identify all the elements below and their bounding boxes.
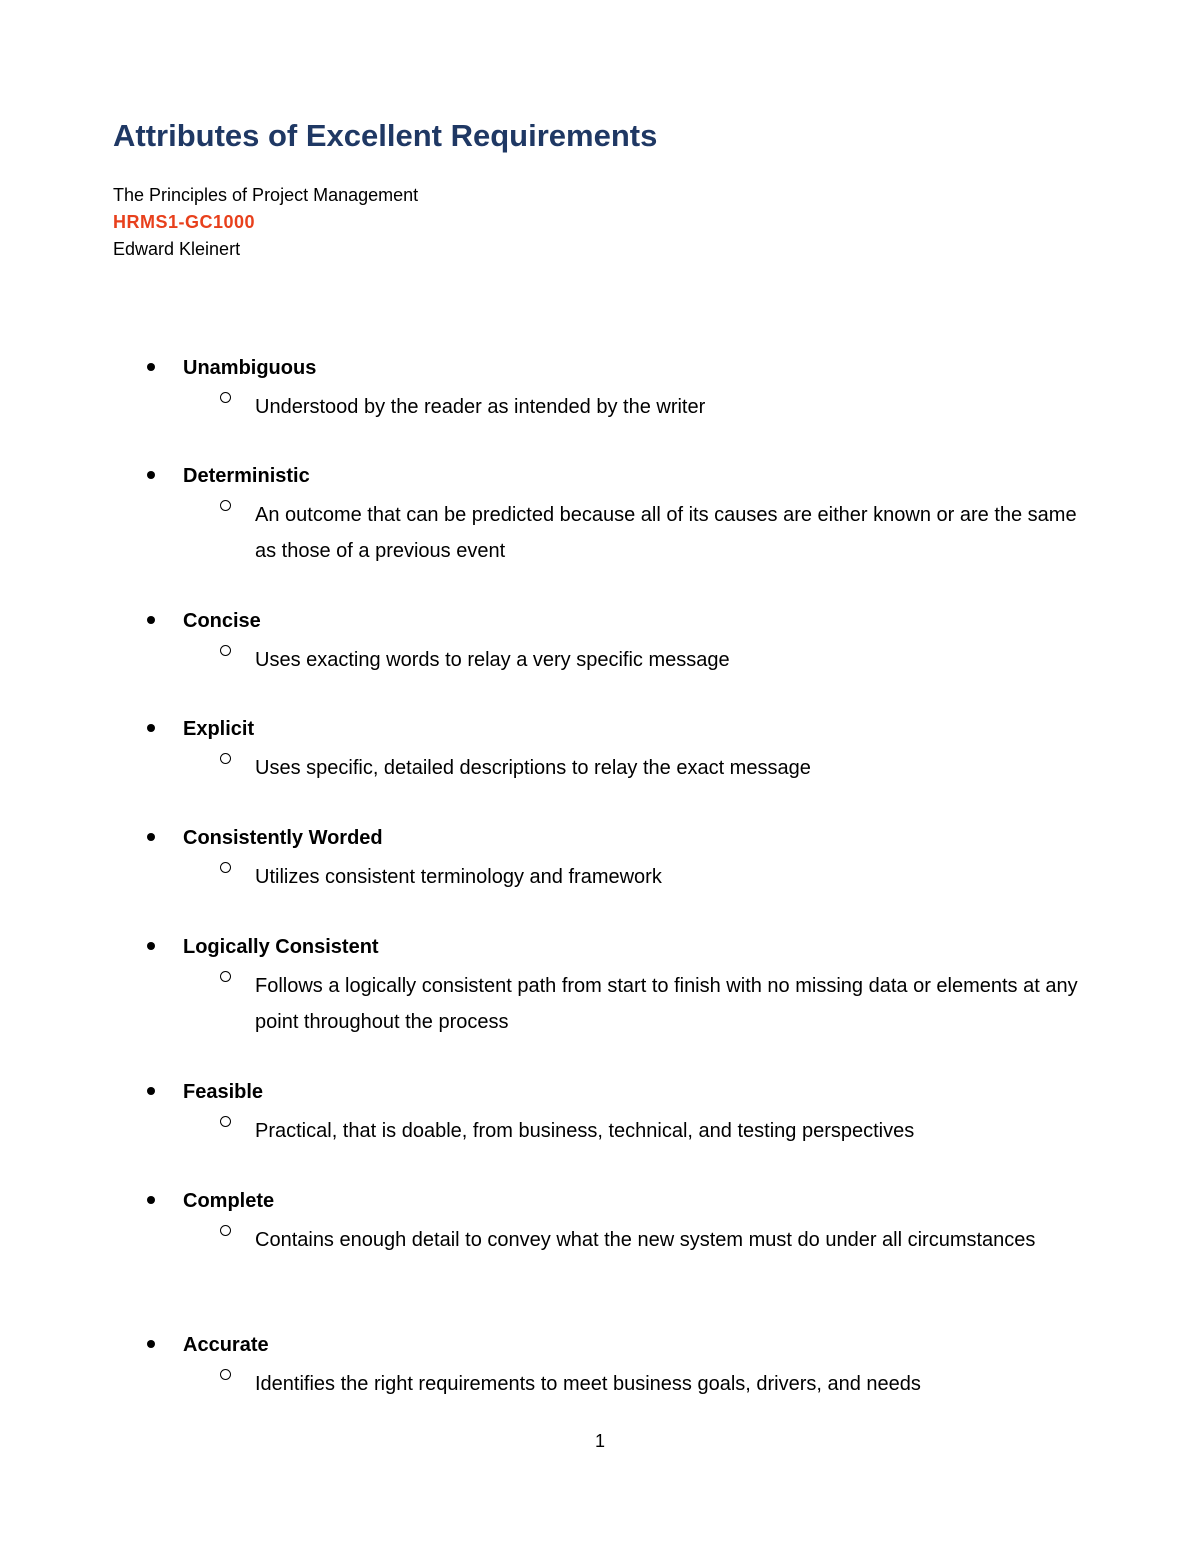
bullet-icon bbox=[147, 1087, 155, 1095]
attribute-name: Accurate bbox=[183, 1334, 269, 1356]
attribute-description: Uses specific, detailed descriptions to relay the exact message bbox=[255, 757, 811, 779]
bullet-icon bbox=[147, 616, 155, 624]
attribute-name: Logically Consistent bbox=[183, 936, 379, 958]
course-code: HRMS1-GC1000 bbox=[113, 212, 256, 232]
attribute-description: Follows a logically consistent path from start to finish with no missing data or elements at any point throughout the process bbox=[255, 975, 1078, 1033]
attribute-description: Uses exacting words to relay a very specific message bbox=[255, 649, 730, 671]
bullet-icon bbox=[147, 833, 155, 841]
attribute-description: Contains enough detail to convey what the new system must do under all circumstances bbox=[255, 1229, 1036, 1251]
attribute-description: Understood by the reader as intended by the writer bbox=[255, 396, 706, 418]
author-name: Edward Kleinert bbox=[113, 239, 241, 259]
attribute-name: Complete bbox=[183, 1190, 275, 1212]
bullet-icon bbox=[147, 942, 155, 950]
attribute-name: Explicit bbox=[183, 718, 255, 740]
bullet-icon bbox=[147, 724, 155, 732]
attribute-name: Consistently Worded bbox=[183, 827, 383, 849]
attribute-description: Practical, that is doable, from business, technical, and testing perspectives bbox=[255, 1120, 915, 1142]
circle-bullet-icon bbox=[220, 1225, 231, 1236]
bullet-icon bbox=[147, 1196, 155, 1204]
bullet-icon bbox=[147, 1340, 155, 1348]
attribute-description: Identifies the right requirements to meet business goals, drivers, and needs bbox=[255, 1373, 921, 1395]
attribute-name: Concise bbox=[183, 610, 261, 632]
document-title: Attributes of Excellent Requirements bbox=[113, 118, 658, 153]
circle-bullet-icon bbox=[220, 500, 231, 511]
document-subtitle: The Principles of Project Management bbox=[113, 185, 419, 205]
circle-bullet-icon bbox=[220, 1116, 231, 1127]
circle-bullet-icon bbox=[220, 862, 231, 873]
bullet-icon bbox=[147, 363, 155, 371]
attribute-name: Feasible bbox=[183, 1081, 264, 1103]
circle-bullet-icon bbox=[220, 971, 231, 982]
circle-bullet-icon bbox=[220, 392, 231, 403]
attribute-name: Deterministic bbox=[183, 465, 310, 487]
attribute-name: Unambiguous bbox=[183, 357, 317, 379]
page-number: 1 bbox=[594, 1431, 605, 1451]
bullet-icon bbox=[147, 471, 155, 479]
circle-bullet-icon bbox=[220, 753, 231, 764]
attribute-description: An outcome that can be predicted because all of its causes are either known or are the same as those of a previous event bbox=[255, 504, 1077, 562]
circle-bullet-icon bbox=[220, 645, 231, 656]
circle-bullet-icon bbox=[220, 1369, 231, 1380]
attribute-description: Utilizes consistent terminology and framework bbox=[255, 866, 662, 888]
